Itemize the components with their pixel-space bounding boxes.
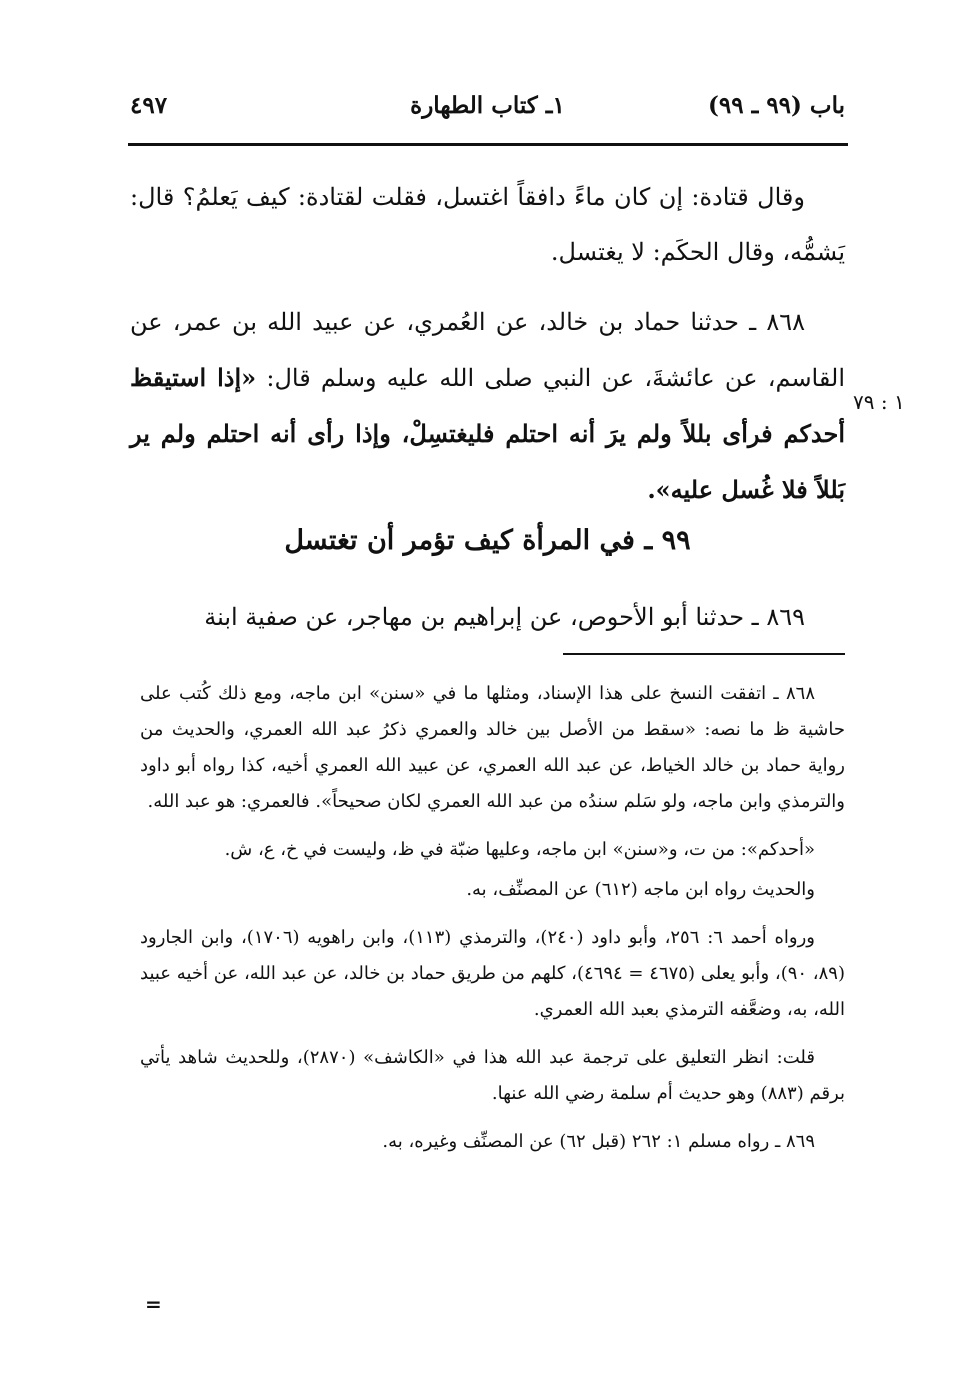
footnote-takhrij: ورواه أحمد ٦: ٢٥٦، وأبو داود (٢٤٠)، والترمذي (١١٣)، وابن راهويه (١٧٠٦)، وابن الجارود (٨٩، ٩٠)، وأبو يعلى (٤٦٧٥ = ٤٦٩٤)، كلهم من طريق حماد بن خالد، عن عبد الله، عن أخيه عبيد الله، به، وضعَّفه الترمذي بعبد الله العمري. bbox=[140, 927, 845, 1020]
hadith-869-block bbox=[130, 590, 845, 645]
footnote-ahadukum: «أحدكم»: من ت، و«سنن» ابن ماجه، وعليها ضبّة في ظ، وليست في خ، ع، ش. bbox=[224, 839, 815, 860]
hadith-869-intro: ٨٦٩ ـ حدثنا أبو الأحوص، عن إبراهيم بن مهاجر، عن صفية ابنة bbox=[204, 603, 805, 631]
chapter-heading: ٩٩ ـ في المرأة كيف تؤمر أن تغتسل bbox=[284, 525, 691, 556]
qatada-paragraph: وقال قتادة: إن كان ماءً دافقاً اغتسل، فقلت لقتادة: كيف يَعلمُ؟ قال: يَشمُّه، وقال الحكَم: لا يغتسل. bbox=[130, 183, 845, 266]
header-rule bbox=[128, 143, 848, 146]
footnote-868-isnad: ٨٦٨ ـ اتفقت النسخ على هذا الإسناد، ومثلها ما في «سنن» ابن ماجه، ومع ذلك كُتب على حاشية ظ ما نصه: «سقط من الأصل بين خالد والعمري ذكرُ عبد الله العمري، والحديث من رواية حماد بن خالد الخياط، عن عبد الله العمري، عن عبيد الله العمري أخيه، كذا رواه أبو داود والترمذي وابن ماجه، ولو سَلم سندُه من عبد الله العمري لكان صحيحاً». فالعمري: هو عبد الله. bbox=[140, 683, 845, 812]
footnote-qultu: قلت: انظر التعليق على ترجمة عبد الله هذا في «الكاشف» (٢٨٧٠)، وللحديث شاهد يأتي برقم (٨٨٣) وهو حديث أم سلمة رضي الله عنها. bbox=[140, 1047, 845, 1104]
hadith-868-intro: ٨٦٨ ـ حدثنا حماد بن خالد، عن العُمري، عن عبيد الله بن عمر، عن القاسم، عن عائشةَ، عن النبي صلى الله عليه وسلم قال: bbox=[130, 308, 845, 392]
footnote-separator bbox=[563, 653, 845, 655]
margin-reference: ١ : ٧٩ bbox=[853, 390, 905, 414]
footnotes bbox=[140, 676, 845, 1172]
chapter-range: باب (٩٩ ـ ٩٩) bbox=[707, 92, 845, 119]
hadith-868 bbox=[130, 295, 845, 518]
qatada-paragraph-block bbox=[130, 170, 845, 280]
hadith-868-block bbox=[130, 295, 845, 518]
book-title: ١ـ كتاب الطهارة bbox=[410, 92, 565, 119]
running-header bbox=[130, 88, 845, 132]
footnote-869-muslim: ٨٦٩ ـ رواه مسلم ١: ٢٦٢ (قبل ٦٢) عن المصنِّف وغيره، به. bbox=[382, 1131, 815, 1152]
continuation-mark: = bbox=[145, 1292, 162, 1316]
footnote-ibn-majah: والحديث رواه ابن ماجه (٦١٢) عن المصنِّف، به. bbox=[466, 879, 815, 900]
hadith-868-text: «إذا استيقظ أحدكم فرأى بللاً ولم يرَ أنه احتلم فليغتسِلْ، وإذا رأى أنه احتلم ولم ير بَللاً فلا غُسل عليه». bbox=[130, 363, 845, 504]
page-number: ٤٩٧ bbox=[130, 92, 168, 119]
